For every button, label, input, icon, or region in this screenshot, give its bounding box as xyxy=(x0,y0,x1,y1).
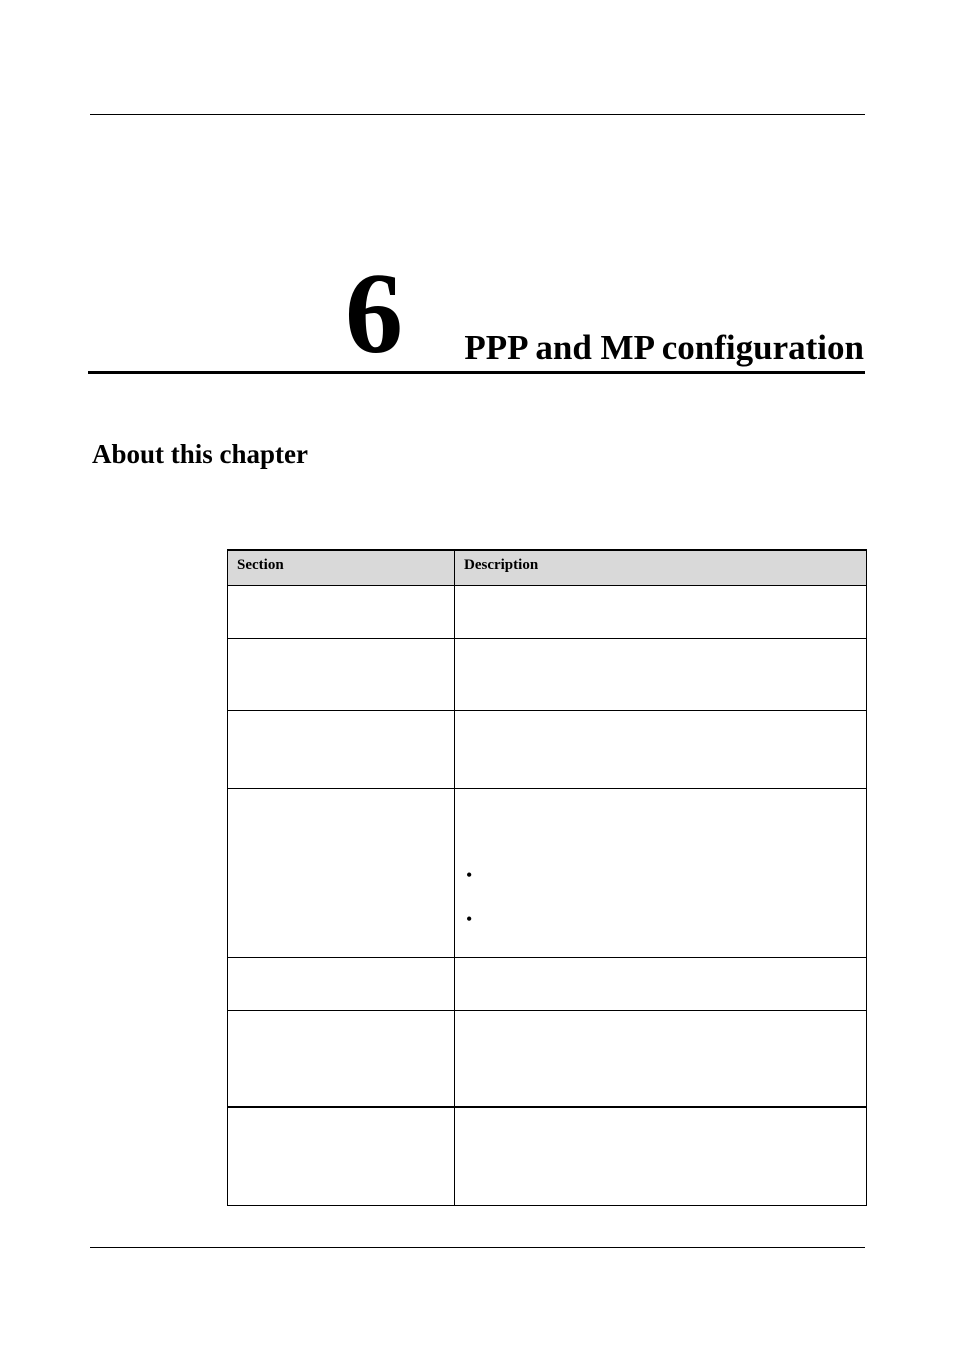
section-cell xyxy=(228,638,455,710)
table-row xyxy=(228,1010,867,1107)
bullet-icon: • xyxy=(466,908,473,929)
description-column-header: Description xyxy=(455,550,867,585)
section-cell xyxy=(228,788,455,957)
section-heading: About this chapter xyxy=(92,439,309,469)
description-cell xyxy=(455,585,867,638)
description-cell xyxy=(455,788,867,957)
table-row xyxy=(228,957,867,1010)
table-row xyxy=(228,638,867,710)
section-cell xyxy=(228,710,455,788)
table-header-row xyxy=(228,550,867,585)
table-row xyxy=(228,1107,867,1205)
bullet-icon: • xyxy=(466,864,473,885)
chapter-overview-table xyxy=(227,549,867,1206)
table-row xyxy=(228,788,867,957)
description-cell xyxy=(455,957,867,1010)
chapter-number: 6 xyxy=(345,250,403,378)
table-row xyxy=(228,585,867,638)
description-cell xyxy=(455,1010,867,1107)
section-cell xyxy=(228,1107,455,1205)
description-cell xyxy=(455,1107,867,1205)
bullet-list xyxy=(464,866,857,928)
list-item xyxy=(464,866,857,884)
chapter-title-rule xyxy=(88,371,865,374)
section-column-header: Section xyxy=(228,550,455,585)
section-cell xyxy=(228,585,455,638)
description-cell xyxy=(455,710,867,788)
list-item xyxy=(464,910,857,928)
chapter-title: PPP and MP configuration xyxy=(464,328,864,367)
description-cell xyxy=(455,638,867,710)
footer-rule xyxy=(90,1247,865,1248)
section-cell xyxy=(228,957,455,1010)
table-row xyxy=(228,710,867,788)
section-cell xyxy=(228,1010,455,1107)
header-rule xyxy=(90,114,865,115)
